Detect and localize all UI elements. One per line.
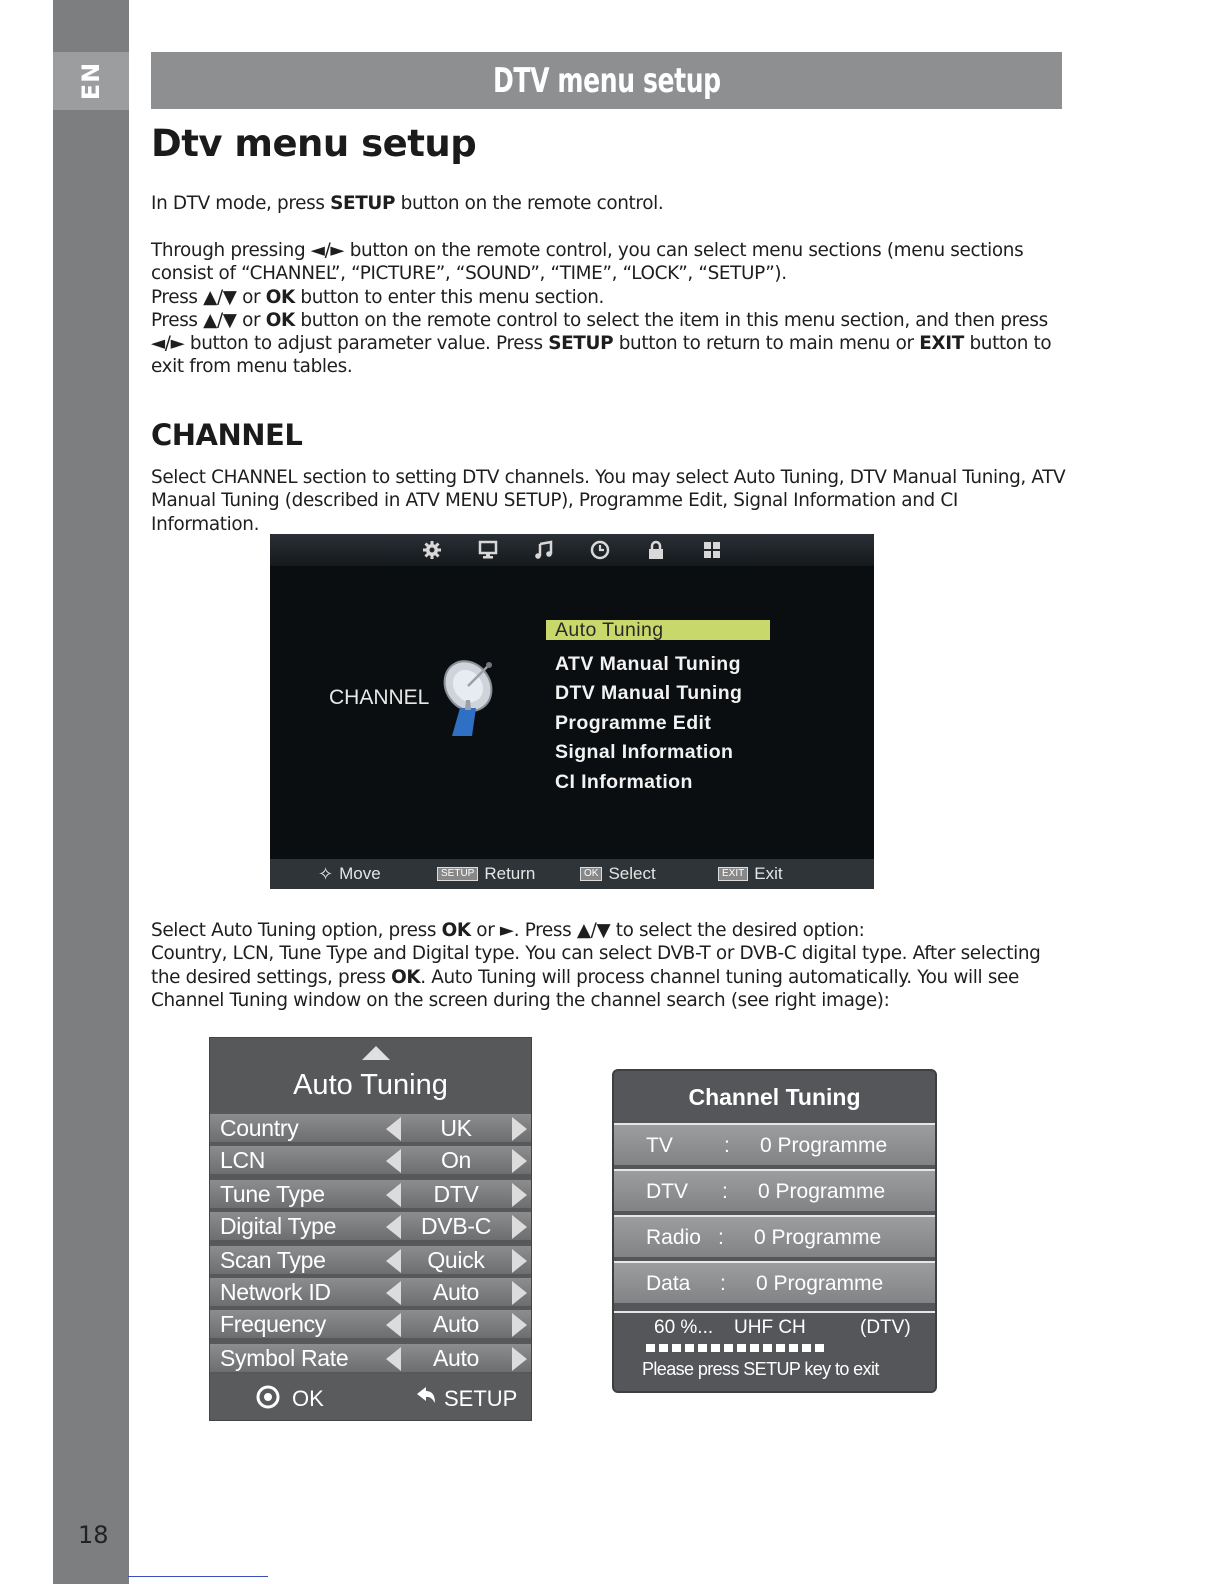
auto-tuning-title: Auto Tuning	[293, 1069, 448, 1101]
left-arrow-icon[interactable]	[386, 1117, 401, 1141]
row-label: Frequency	[220, 1311, 326, 1337]
progress-segment	[815, 1344, 824, 1352]
row-label: Digital Type	[220, 1213, 337, 1239]
auto-tuning-description	[151, 919, 1066, 1012]
ok-circle-icon	[256, 1385, 280, 1409]
menu-item-auto-tuning[interactable]: Auto Tuning	[546, 620, 770, 640]
tuning-row-value: 0 Programme	[760, 1134, 888, 1157]
channel-tuning-title: Channel Tuning	[688, 1083, 861, 1110]
language-label: EN	[77, 61, 105, 101]
text-run: button to enter this menu section.	[294, 286, 605, 308]
right-arrow-icon[interactable]	[512, 1281, 527, 1305]
footer-setup-label: SETUP	[444, 1386, 518, 1411]
tuning-row-separator: :	[724, 1134, 730, 1157]
lock-icon[interactable]	[645, 539, 667, 561]
progress-segment	[646, 1344, 655, 1352]
menu-item-programme-edit[interactable]: Programme Edit	[555, 711, 712, 734]
progress-segment	[711, 1344, 720, 1352]
tuning-row-label: Radio	[646, 1226, 701, 1249]
left-arrow-icon[interactable]	[386, 1215, 401, 1239]
text-run: button on the remote control.	[395, 193, 664, 214]
tuning-row-value: 0 Programme	[756, 1272, 884, 1295]
auto-tuning-panel	[209, 1037, 532, 1421]
text-line	[151, 309, 1066, 379]
exit-key-icon: EXIT	[718, 867, 748, 881]
tuning-row-dtv	[614, 1169, 935, 1211]
monitor-icon[interactable]	[477, 539, 499, 561]
progress-segment	[750, 1344, 759, 1352]
auto-row-lcn[interactable]	[210, 1144, 531, 1174]
progress-segment	[685, 1344, 694, 1352]
menu-item-signal-information[interactable]: Signal Information	[555, 741, 734, 764]
side-bar	[53, 0, 129, 1584]
row-value: Auto	[432, 1311, 480, 1337]
right-arrow-icon[interactable]	[512, 1347, 527, 1371]
intro-paragraph-2	[151, 239, 1066, 379]
band-text: UHF CH	[734, 1317, 806, 1338]
left-arrow-icon[interactable]	[386, 1149, 401, 1173]
tuning-row-separator: :	[722, 1180, 728, 1203]
tuning-row-separator: :	[720, 1272, 726, 1295]
tuning-progress-bar	[646, 1344, 824, 1352]
auto-row-scan-type[interactable]	[210, 1244, 531, 1274]
page-number: 18	[78, 1521, 109, 1549]
exit-hint: Please press SETUP key to exit	[642, 1359, 879, 1379]
bold-run: OK	[265, 286, 295, 308]
menu-footer	[270, 859, 874, 889]
footer-move	[318, 864, 381, 885]
row-label: Tune Type	[220, 1181, 325, 1207]
tuning-row-separator: :	[718, 1226, 724, 1249]
tuning-row-label: TV	[646, 1134, 673, 1157]
text-run: Through pressing ◄/► button on the remote control, you can select menu sections (menu sections consist of “CHANNEL”, “PICTURE”, “SOUND”, “TIME”, “LOCK”, “SETUP”).	[151, 240, 1024, 285]
tuning-row-value: 0 Programme	[758, 1180, 886, 1203]
text-run: Select Auto Tuning option, press	[151, 920, 442, 941]
right-arrow-icon[interactable]	[512, 1249, 527, 1273]
footer-ok-label: OK	[292, 1386, 324, 1411]
tv-channel-menu	[270, 534, 874, 889]
channel-tuning-panel	[612, 1069, 937, 1393]
text-run: Press ▲/▼ or	[151, 286, 266, 308]
channel-description: Select CHANNEL section to setting DTV channels. You may select Auto Tuning, DTV Manual Tuning, ATV Manual Tuning (described in ATV MENU SETUP), Programme Edit, Signal Information and CI Information.	[151, 467, 1066, 535]
grid-icon[interactable]	[701, 539, 723, 561]
menu-item-dtv-manual-tuning[interactable]: DTV Manual Tuning	[555, 682, 743, 705]
footer-return	[437, 864, 535, 884]
ok-key-icon: OK	[580, 867, 602, 881]
row-value: On	[440, 1147, 472, 1173]
tuning-row-label: Data	[646, 1272, 691, 1295]
text-run: button on the remote control to select the item in this menu section, and then press ◄/► button to adjust parameter value. Press	[151, 309, 1048, 355]
bold-run: EXIT	[919, 333, 964, 355]
progress-segment	[776, 1344, 785, 1352]
bold-run: OK	[441, 920, 471, 941]
progress-segment	[802, 1344, 811, 1352]
clock-icon[interactable]	[589, 539, 611, 561]
row-value: Auto	[432, 1279, 480, 1305]
menu-item-atv-manual-tuning[interactable]: ATV Manual Tuning	[555, 652, 741, 675]
row-label: Scan Type	[220, 1247, 326, 1273]
setup-key-icon: SETUP	[437, 867, 478, 881]
tuning-row-tv	[614, 1123, 935, 1165]
left-arrow-icon[interactable]	[386, 1183, 401, 1207]
row-label: Symbol Rate	[220, 1345, 349, 1371]
bold-run: OK	[391, 966, 421, 988]
right-arrow-icon[interactable]	[512, 1117, 527, 1141]
row-value: DTV	[433, 1181, 479, 1207]
footer-select-label: Select	[608, 864, 656, 883]
right-arrow-icon[interactable]	[512, 1215, 527, 1239]
progress-segment	[737, 1344, 746, 1352]
auto-row-country[interactable]	[210, 1112, 531, 1142]
menu-section-label: CHANNEL	[329, 686, 430, 709]
text-run: Press ▲/▼ or	[151, 309, 266, 331]
music-note-icon[interactable]	[533, 539, 555, 561]
tuning-row-label: DTV	[646, 1180, 688, 1203]
tuning-row-data	[614, 1261, 935, 1303]
auto-row-frequency[interactable]	[210, 1308, 531, 1338]
auto-row-symbol-rate[interactable]	[210, 1342, 531, 1372]
row-label: Country	[220, 1115, 299, 1141]
footer-line	[128, 1576, 268, 1577]
row-value: Auto	[432, 1345, 480, 1371]
left-arrow-icon[interactable]	[386, 1347, 401, 1371]
progress-segment	[789, 1344, 798, 1352]
right-arrow-icon[interactable]	[512, 1149, 527, 1173]
header-band	[151, 52, 1062, 109]
footer-exit	[718, 864, 783, 884]
text-run: button to exit from menu tables.	[151, 333, 1052, 378]
text-run: Country, LCN, Tune Type and Digital type. You can select DVB-T or DVB-C digital type. After selecting the desired settings, press	[151, 943, 1041, 988]
page-heading: Dtv menu setup	[151, 122, 477, 165]
text-run: In DTV mode, press	[151, 193, 331, 214]
row-value: UK	[440, 1115, 472, 1141]
row-value: Quick	[427, 1247, 485, 1273]
footer-return-label: Return	[484, 864, 536, 883]
progress-segment	[672, 1344, 681, 1352]
auto-row-tune-type[interactable]	[210, 1178, 531, 1208]
channel-heading: CHANNEL	[151, 418, 303, 452]
auto-row-digital-type[interactable]	[210, 1210, 531, 1240]
right-arrow-icon[interactable]	[512, 1313, 527, 1337]
header-title: DTV menu setup	[492, 60, 721, 101]
text-run: button to return to main menu or	[613, 333, 920, 355]
auto-row-network-id[interactable]	[210, 1276, 531, 1306]
progress-segment	[698, 1344, 707, 1352]
right-arrow-icon[interactable]	[512, 1183, 527, 1207]
text-run: . Auto Tuning will process channel tuning automatically. You will see Channel Tuning window on the screen during the channel search (see right image):	[151, 966, 1019, 1011]
progress-percent-text: 60 %...	[654, 1317, 714, 1338]
row-label: Network ID	[220, 1279, 331, 1305]
tuning-status	[614, 1311, 935, 1391]
menu-item-ci-information[interactable]: CI Information	[555, 770, 693, 793]
menu-icon-bar	[270, 534, 874, 566]
gear-icon[interactable]	[421, 539, 443, 561]
left-arrow-icon[interactable]	[386, 1281, 401, 1305]
scroll-up-icon[interactable]	[362, 1046, 390, 1060]
satellite-dish-icon	[438, 656, 500, 736]
mode-text: (DTV)	[860, 1317, 911, 1338]
tuning-row-radio	[614, 1215, 935, 1257]
bold-run: SETUP	[548, 333, 614, 355]
bold-run: OK	[265, 309, 295, 331]
left-arrow-icon[interactable]	[386, 1313, 401, 1337]
progress-segment	[763, 1344, 772, 1352]
row-label: LCN	[220, 1147, 266, 1173]
auto-tuning-header	[210, 1038, 531, 1110]
left-arrow-icon[interactable]	[386, 1249, 401, 1273]
text-run: or ►. Press ▲/▼ to select the desired option:	[470, 920, 865, 941]
intro-paragraph-1	[151, 192, 1066, 215]
footer-select	[580, 864, 656, 884]
move-arrows-icon: ✧	[318, 863, 334, 884]
row-value: DVB-C	[420, 1213, 492, 1239]
progress-segment	[724, 1344, 733, 1352]
text-line	[151, 286, 1066, 309]
auto-tuning-footer	[210, 1374, 531, 1420]
progress-segment	[659, 1344, 668, 1352]
footer-move-label: Move	[339, 864, 381, 883]
footer-exit-label: Exit	[754, 864, 783, 883]
bold-run: SETUP	[330, 193, 396, 214]
return-arrow-icon	[417, 1387, 437, 1405]
channel-menu-list	[546, 620, 770, 798]
tuning-row-value: 0 Programme	[754, 1226, 882, 1249]
